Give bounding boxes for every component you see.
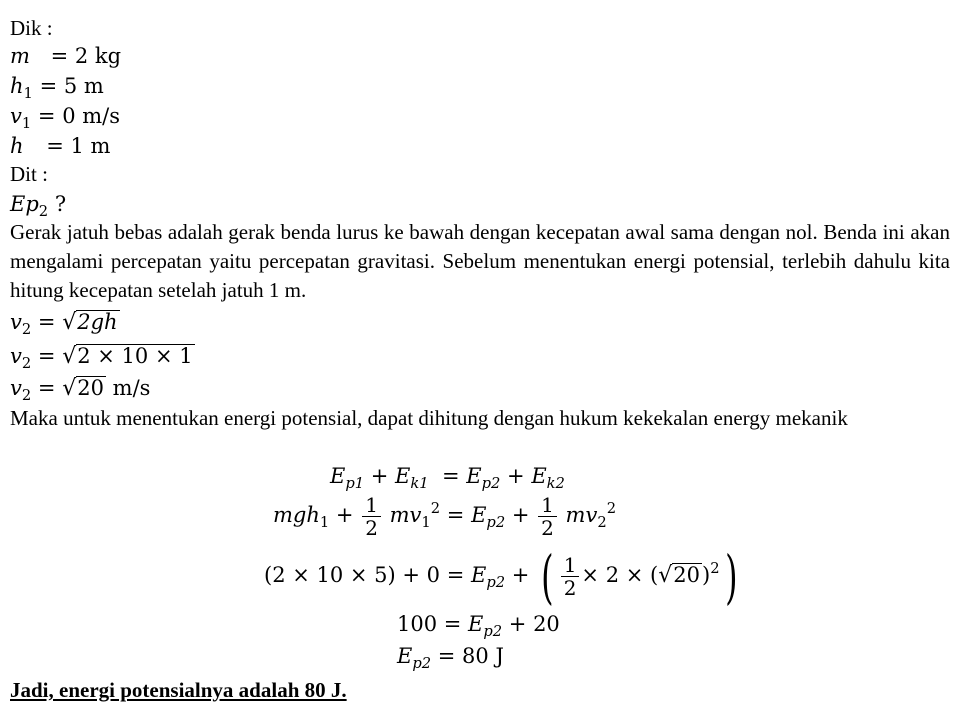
equation-conservation: $E_{p1} + E_{k1} = E_{p2} + E_{k2}$ (330, 464, 565, 493)
asked-quantity: $Ep_2$ ? (10, 192, 67, 221)
given-heading: Dik : (10, 16, 53, 40)
sqrt-icon: √ (658, 563, 673, 588)
fraction-half: $\frac{1}{2}$ (362, 494, 381, 539)
fraction-half: $\frac{1}{2}$ (561, 554, 580, 599)
velocity-step-1: $v_2 = √2gh$ (10, 310, 118, 339)
sqrt-icon: √ (62, 310, 77, 335)
asked-heading: Dit : (10, 162, 48, 186)
given-height: h = 1 m (10, 134, 111, 158)
given-mass: m = 2 kg (10, 44, 122, 68)
explanation-free-fall: Gerak jatuh bebas adalah gerak benda lurus ke bawah dengan kecepatan awal sama dengan nol. Benda ini akan mengalami percepatan yaitu percepatan gravitasi. Sebelum menentukan energi potensial, terlebih dahulu kita hitung kecepatan setelah jatuh 1 m. (10, 220, 950, 302)
sqrt-icon: √ (62, 376, 77, 401)
conclusion: Jadi, energi potensialnya adalah 80 J. (10, 678, 347, 702)
equation-energy-expanded: mgh$_1$ + $\frac{1}{2}$ $mv_1^2 = E_{p2}$ + $\frac{1}{2}$ $mv_2^2$ (273, 493, 617, 540)
velocity-step-3: $v_2 = √20$ m/s (10, 376, 151, 405)
equation-result: $E_{p2} = 80$ J (397, 644, 504, 673)
given-height-1: $h_1 = 5$ m (10, 74, 104, 103)
explanation-energy-conservation: Maka untuk menentukan energi potensial, dapat dihitung dengan hukum kekekalan energy mekanik (10, 406, 848, 430)
equation-substituted: $(2 \times 10 \times 5) + 0 = E_{p2}$ + ( $\frac{1}{2}$ × $2 \times (√20)^2$) (264, 542, 738, 611)
given-velocity-1: $v_1 = 0$ m/s (10, 104, 120, 133)
fraction-half: $\frac{1}{2}$ (538, 494, 557, 539)
equation-simplified: $100 = E_{p2} + 20$ (397, 612, 560, 641)
velocity-step-2: $v_2 = √2 \times 10 \times 1$ (10, 344, 193, 373)
sqrt-icon: √ (62, 344, 77, 369)
